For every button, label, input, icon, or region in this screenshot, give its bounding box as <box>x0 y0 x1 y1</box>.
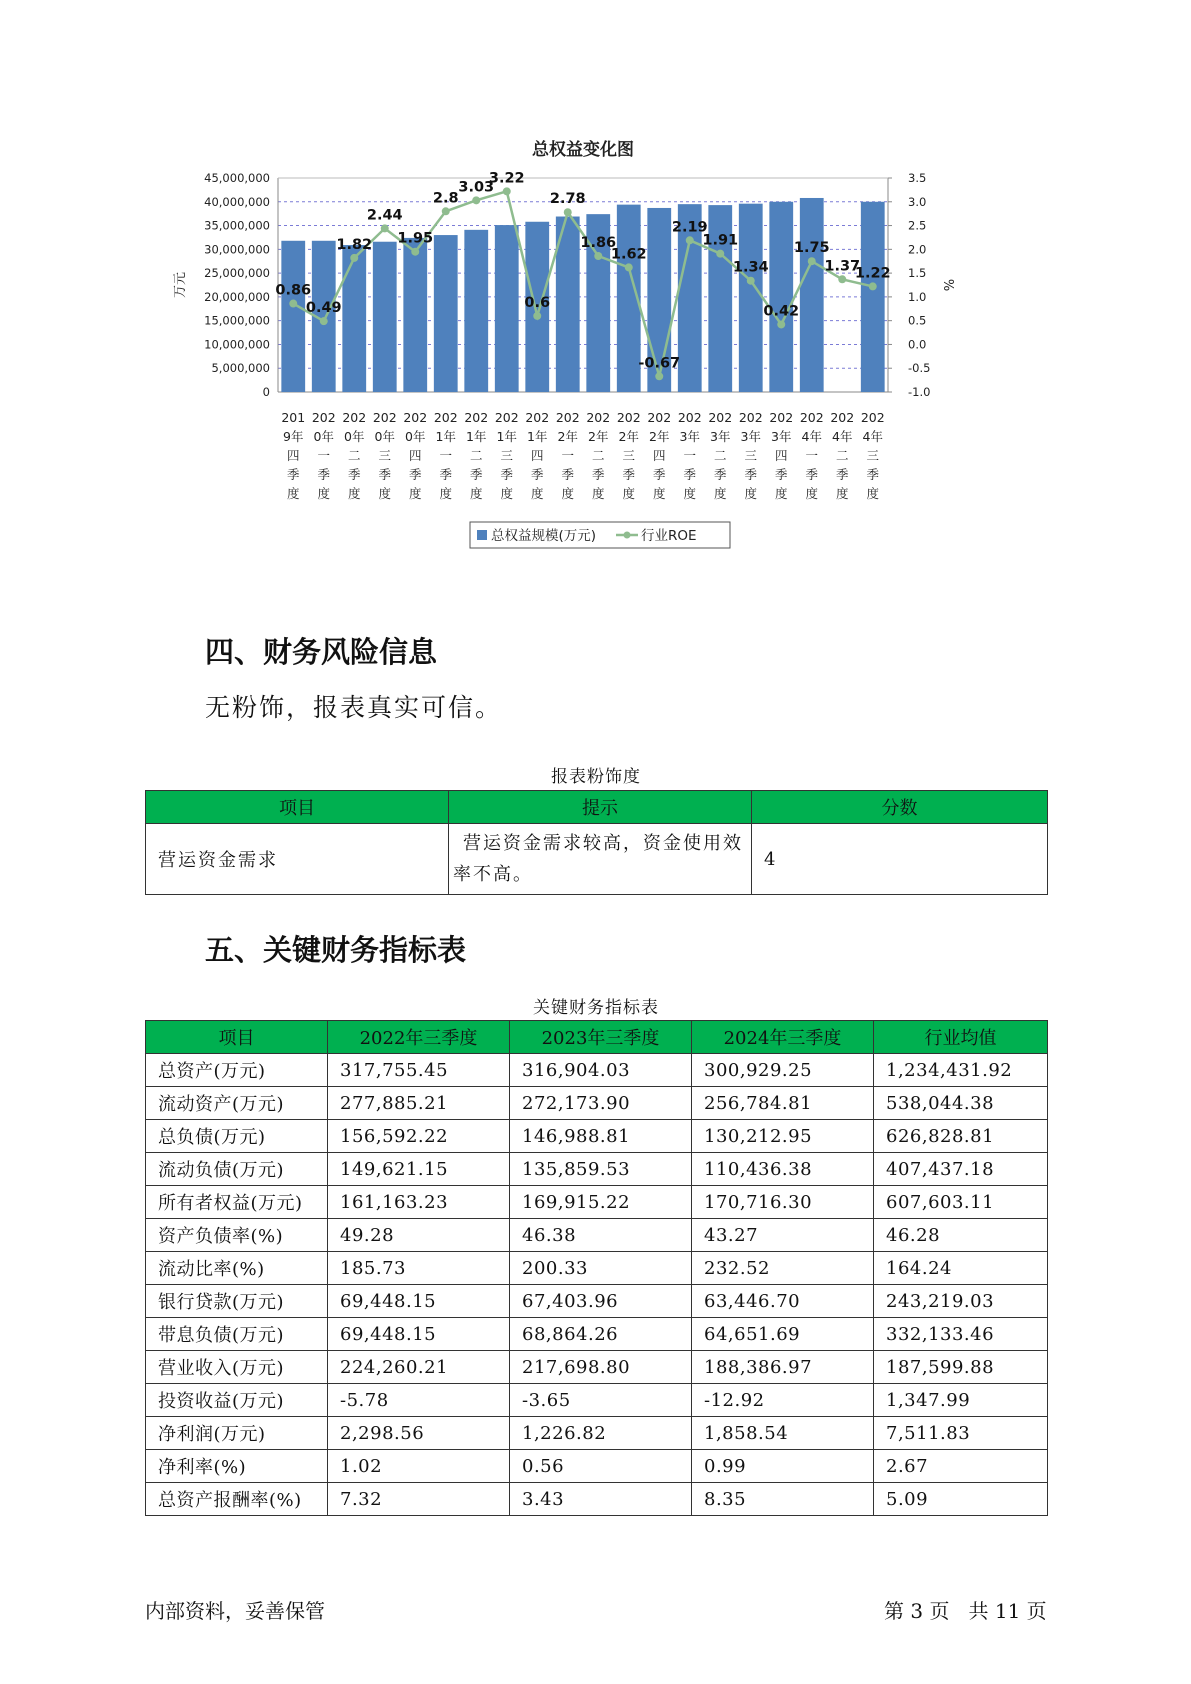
kpi-row-label: 总负债(万元) <box>146 1120 328 1153</box>
table-row <box>146 1450 1048 1483</box>
table-row <box>146 1153 1048 1186</box>
x-tick-label: 度 <box>835 486 849 501</box>
y-tick-label: 30,000,000 <box>204 242 270 257</box>
x-tick-label: 度 <box>774 486 788 501</box>
x-tick-label: 度 <box>439 486 453 501</box>
kpi-cell: 1,347.99 <box>874 1384 1048 1417</box>
x-tick-label: 4年 <box>832 429 853 444</box>
kpi-cell: 407,437.18 <box>874 1153 1048 1186</box>
y-tick-label: 35,000,000 <box>204 218 270 233</box>
y2-tick-label: 0.0 <box>908 337 927 352</box>
kpi-cell: -12.92 <box>692 1384 874 1417</box>
kpi-cell: 1,858.54 <box>692 1417 874 1450</box>
kpi-header-item: 项目 <box>146 1021 328 1054</box>
y-tick-label: 5,000,000 <box>211 361 270 376</box>
roe-point <box>442 207 450 215</box>
bar <box>495 225 519 392</box>
x-tick-label: 202 <box>464 410 489 425</box>
x-tick-label: 季 <box>774 467 788 482</box>
roe-point <box>533 312 541 320</box>
kpi-cell: 46.28 <box>874 1219 1048 1252</box>
x-tick-label: 季 <box>561 467 575 482</box>
y2-tick-label: 2.0 <box>908 242 927 257</box>
x-tick-label: 2年 <box>649 429 670 444</box>
kpi-row-label: 流动负债(万元) <box>146 1153 328 1186</box>
roe-point <box>472 196 480 204</box>
roe-point <box>625 263 633 271</box>
kpi-cell: 7,511.83 <box>874 1417 1048 1450</box>
x-tick-label: 1年 <box>435 429 456 444</box>
kpi-cell: 170,716.30 <box>692 1186 874 1219</box>
kpi-cell: 49.28 <box>328 1219 510 1252</box>
x-tick-label: 三 <box>378 448 392 463</box>
kpi-table-caption: 关键财务指标表 <box>533 998 659 1018</box>
x-tick-label: 2年 <box>588 429 609 444</box>
x-tick-label: 度 <box>652 486 666 501</box>
roe-data-label: 2.44 <box>366 207 403 224</box>
kpi-row-label: 流动比率(%) <box>146 1252 328 1285</box>
roe-point <box>716 250 724 258</box>
kpi-header-industry: 行业均值 <box>874 1021 1048 1054</box>
x-tick-label: 季 <box>500 467 514 482</box>
kpi-row-label: 净利率(%) <box>146 1450 328 1483</box>
risk-item: 营运资金需求 <box>146 824 449 895</box>
x-tick-label: 度 <box>805 486 819 501</box>
bar <box>373 242 397 392</box>
x-tick-label: 季 <box>408 467 422 482</box>
y-tick-label: 20,000,000 <box>204 289 270 304</box>
roe-data-label: 1.37 <box>824 258 861 275</box>
x-tick-label: 三 <box>622 448 636 463</box>
x-tick-label: 季 <box>317 467 331 482</box>
x-tick-label: 度 <box>500 486 514 501</box>
legend-line-marker <box>624 532 631 539</box>
x-tick-label: 202 <box>372 410 397 425</box>
kpi-row-label: 总资产(万元) <box>146 1054 328 1087</box>
y-tick-label: 10,000,000 <box>204 337 270 352</box>
risk-header-score: 分数 <box>752 791 1048 824</box>
x-tick-label: 202 <box>647 410 672 425</box>
footer-left: 内部资料，妥善保管 <box>145 1599 325 1623</box>
kpi-cell: 67,403.96 <box>510 1285 692 1318</box>
x-tick-label: 一 <box>805 448 819 463</box>
roe-data-label: -0.67 <box>638 355 681 372</box>
x-tick-label: 四 <box>774 448 788 463</box>
x-tick-label: 度 <box>378 486 392 501</box>
roe-data-label: 3.22 <box>488 170 525 187</box>
x-tick-label: 度 <box>744 486 758 501</box>
kpi-cell: 243,219.03 <box>874 1285 1048 1318</box>
roe-point <box>686 236 694 244</box>
kpi-cell: 8.35 <box>692 1483 874 1516</box>
x-tick-label: 度 <box>408 486 422 501</box>
x-tick-label: 度 <box>713 486 727 501</box>
kpi-cell: 3.43 <box>510 1483 692 1516</box>
x-tick-label: 202 <box>342 410 367 425</box>
x-tick-label: 季 <box>866 467 880 482</box>
roe-data-label: 1.34 <box>732 259 769 276</box>
x-tick-label: 度 <box>317 486 331 501</box>
kpi-row-label: 总资产报酬率(%) <box>146 1483 328 1516</box>
x-tick-label: 202 <box>677 410 702 425</box>
x-tick-label: 四 <box>530 448 544 463</box>
table-row <box>146 1120 1048 1153</box>
kpi-row-label: 带息负债(万元) <box>146 1318 328 1351</box>
roe-data-label: 2.8 <box>432 190 459 207</box>
x-tick-label: 202 <box>769 410 794 425</box>
kpi-cell: 187,599.88 <box>874 1351 1048 1384</box>
y-tick-label: 15,000,000 <box>204 313 270 328</box>
x-tick-label: 二 <box>469 448 483 463</box>
kpi-row-label: 银行贷款(万元) <box>146 1285 328 1318</box>
roe-point <box>869 282 877 290</box>
table-row <box>146 1285 1048 1318</box>
kpi-cell: 626,828.81 <box>874 1120 1048 1153</box>
roe-data-label: 1.75 <box>793 240 830 257</box>
x-tick-label: 2年 <box>618 429 639 444</box>
kpi-row-label: 所有者权益(万元) <box>146 1186 328 1219</box>
x-tick-label: 202 <box>708 410 733 425</box>
y2-tick-label: -1.0 <box>908 385 931 399</box>
kpi-cell: 5.09 <box>874 1483 1048 1516</box>
y-axis-label: 万元 <box>173 271 188 299</box>
roe-data-label: 0.42 <box>763 303 800 320</box>
roe-point <box>777 320 785 328</box>
roe-point <box>655 372 663 380</box>
x-tick-label: 9年 <box>283 429 304 444</box>
x-tick-label: 一 <box>683 448 697 463</box>
x-tick-label: 202 <box>586 410 611 425</box>
kpi-cell: 200.33 <box>510 1252 692 1285</box>
table-row <box>146 1252 1048 1285</box>
table-row <box>146 1384 1048 1417</box>
kpi-cell: 149,621.15 <box>328 1153 510 1186</box>
x-tick-label: 202 <box>433 410 458 425</box>
kpi-header-2023: 2023年三季度 <box>510 1021 692 1054</box>
risk-table-caption: 报表粉饰度 <box>551 767 641 787</box>
roe-data-label: 2.78 <box>549 191 586 208</box>
kpi-cell: 130,212.95 <box>692 1120 874 1153</box>
x-tick-label: 季 <box>469 467 483 482</box>
kpi-cell: 43.27 <box>692 1219 874 1252</box>
risk-score: 4 <box>752 824 1048 895</box>
kpi-header-2022: 2022年三季度 <box>328 1021 510 1054</box>
bar <box>434 235 458 392</box>
kpi-cell: 256,784.81 <box>692 1087 874 1120</box>
kpi-cell: 232.52 <box>692 1252 874 1285</box>
equity-chart <box>170 140 1030 590</box>
x-tick-label: 202 <box>494 410 519 425</box>
x-tick-label: 三 <box>500 448 514 463</box>
kpi-table <box>145 1020 1048 1516</box>
x-tick-label: 202 <box>860 410 885 425</box>
kpi-row-label: 净利润(万元) <box>146 1417 328 1450</box>
x-tick-label: 季 <box>622 467 636 482</box>
roe-data-label: 0.49 <box>305 300 342 317</box>
kpi-cell: 188,386.97 <box>692 1351 874 1384</box>
roe-point <box>838 275 846 283</box>
kpi-table-body <box>146 1054 1048 1516</box>
kpi-cell: 332,133.46 <box>874 1318 1048 1351</box>
x-tick-label: 1年 <box>466 429 487 444</box>
x-tick-label: 0年 <box>405 429 426 444</box>
kpi-cell: 538,044.38 <box>874 1087 1048 1120</box>
roe-point <box>381 224 389 232</box>
table-row <box>146 1483 1048 1516</box>
x-tick-label: 0年 <box>313 429 334 444</box>
x-tick-label: 季 <box>530 467 544 482</box>
legend-line-label: 行业ROE <box>641 528 697 544</box>
roe-data-label: 1.95 <box>397 230 434 247</box>
bar <box>769 202 793 392</box>
roe-data-label: 1.22 <box>854 265 891 282</box>
x-tick-label: 度 <box>591 486 605 501</box>
roe-data-label: 1.86 <box>580 234 617 251</box>
kpi-cell: 277,885.21 <box>328 1087 510 1120</box>
kpi-cell: 64,651.69 <box>692 1318 874 1351</box>
roe-point <box>503 187 511 195</box>
roe-point <box>350 254 358 262</box>
x-tick-label: 一 <box>317 448 331 463</box>
x-tick-label: 三 <box>744 448 758 463</box>
x-tick-label: 季 <box>835 467 849 482</box>
x-tick-label: 202 <box>738 410 763 425</box>
roe-point <box>289 300 297 308</box>
kpi-cell: 224,260.21 <box>328 1351 510 1384</box>
kpi-row-label: 资产负债率(%) <box>146 1219 328 1252</box>
x-tick-label: 季 <box>805 467 819 482</box>
legend-bar-swatch <box>477 530 487 540</box>
x-tick-label: 季 <box>713 467 727 482</box>
x-tick-label: 3年 <box>679 429 700 444</box>
x-tick-label: 2年 <box>557 429 578 444</box>
section4-heading: 四、财务风险信息 <box>205 635 438 669</box>
kpi-header-2024: 2024年三季度 <box>692 1021 874 1054</box>
kpi-cell: 46.38 <box>510 1219 692 1252</box>
table-row <box>146 1054 1048 1087</box>
x-tick-label: 度 <box>683 486 697 501</box>
y-tick-label: 40,000,000 <box>204 194 270 209</box>
roe-data-label: 2.19 <box>671 219 708 236</box>
x-tick-label: 三 <box>866 448 880 463</box>
y-tick-label: 45,000,000 <box>204 171 270 185</box>
x-tick-label: 季 <box>591 467 605 482</box>
x-tick-label: 1年 <box>527 429 548 444</box>
kpi-cell: 69,448.15 <box>328 1318 510 1351</box>
x-tick-label: 度 <box>622 486 636 501</box>
kpi-cell: 317,755.45 <box>328 1054 510 1087</box>
kpi-cell: 169,915.22 <box>510 1186 692 1219</box>
kpi-row-label: 投资收益(万元) <box>146 1384 328 1417</box>
kpi-cell: 156,592.22 <box>328 1120 510 1153</box>
x-tick-label: 3年 <box>710 429 731 444</box>
table-row <box>146 1417 1048 1450</box>
kpi-cell: 300,929.25 <box>692 1054 874 1087</box>
kpi-cell: 135,859.53 <box>510 1153 692 1186</box>
kpi-cell: 68,864.26 <box>510 1318 692 1351</box>
kpi-cell: 0.99 <box>692 1450 874 1483</box>
x-tick-label: 4年 <box>801 429 822 444</box>
bar <box>739 204 763 392</box>
kpi-cell: 185.73 <box>328 1252 510 1285</box>
kpi-cell: 7.32 <box>328 1483 510 1516</box>
x-tick-label: 202 <box>525 410 550 425</box>
table-row <box>146 1087 1048 1120</box>
y2-tick-label: 2.5 <box>908 218 927 233</box>
bar <box>800 198 824 392</box>
x-tick-label: 一 <box>439 448 453 463</box>
x-tick-label: 二 <box>835 448 849 463</box>
bar <box>403 238 427 392</box>
x-tick-label: 度 <box>347 486 361 501</box>
risk-header-hint: 提示 <box>449 791 752 824</box>
kpi-cell: 2.67 <box>874 1450 1048 1483</box>
kpi-row-label: 流动资产(万元) <box>146 1087 328 1120</box>
kpi-cell: -5.78 <box>328 1384 510 1417</box>
kpi-cell: 1.02 <box>328 1450 510 1483</box>
x-tick-label: 202 <box>616 410 641 425</box>
y2-tick-label: 1.5 <box>908 266 927 281</box>
kpi-cell: 2,298.56 <box>328 1417 510 1450</box>
roe-point <box>564 208 572 216</box>
roe-data-label: 0.86 <box>275 282 312 299</box>
bar <box>342 245 366 392</box>
x-tick-label: 二 <box>347 448 361 463</box>
x-tick-label: 季 <box>683 467 697 482</box>
x-tick-label: 0年 <box>344 429 365 444</box>
risk-hint: 营运资金需求较高，资金使用效率不高。 <box>449 824 752 895</box>
table-row <box>146 1318 1048 1351</box>
x-tick-label: 度 <box>286 486 300 501</box>
roe-data-label: 3.03 <box>458 179 495 196</box>
kpi-cell: 69,448.15 <box>328 1285 510 1318</box>
x-tick-label: 季 <box>744 467 758 482</box>
x-tick-label: 季 <box>439 467 453 482</box>
kpi-cell: -3.65 <box>510 1384 692 1417</box>
x-tick-label: 1年 <box>496 429 517 444</box>
x-tick-label: 四 <box>652 448 666 463</box>
x-tick-label: 一 <box>561 448 575 463</box>
x-tick-label: 季 <box>652 467 666 482</box>
risk-header-item: 项目 <box>146 791 449 824</box>
roe-data-label: 1.82 <box>336 236 373 253</box>
risk-table <box>145 790 1048 895</box>
y-tick-label: 0 <box>262 385 270 399</box>
y2-tick-label: -0.5 <box>908 361 931 376</box>
x-tick-label: 四 <box>408 448 422 463</box>
roe-data-label: 1.62 <box>610 246 647 263</box>
kpi-cell: 1,226.82 <box>510 1417 692 1450</box>
kpi-cell: 272,173.90 <box>510 1087 692 1120</box>
kpi-cell: 1,234,431.92 <box>874 1054 1048 1087</box>
chart-title: 总权益变化图 <box>532 140 634 160</box>
x-tick-label: 0年 <box>374 429 395 444</box>
y2-tick-label: 3.5 <box>908 171 927 185</box>
roe-data-label: 0.6 <box>524 294 551 311</box>
bar <box>861 202 885 392</box>
kpi-cell: 0.56 <box>510 1450 692 1483</box>
kpi-row-label: 营业收入(万元) <box>146 1351 328 1384</box>
kpi-cell: 63,446.70 <box>692 1285 874 1318</box>
roe-data-label: 1.91 <box>702 232 739 249</box>
bar <box>464 230 488 392</box>
x-tick-label: 度 <box>561 486 575 501</box>
x-tick-label: 202 <box>830 410 855 425</box>
y2-axis-label: % <box>940 278 955 292</box>
equity-chart-svg <box>170 140 1030 590</box>
roe-point <box>808 257 816 265</box>
x-tick-label: 202 <box>403 410 428 425</box>
x-tick-label: 四 <box>286 448 300 463</box>
y2-tick-label: 0.5 <box>908 313 927 328</box>
y-tick-label: 25,000,000 <box>204 266 270 281</box>
x-tick-label: 度 <box>530 486 544 501</box>
x-tick-label: 4年 <box>862 429 883 444</box>
x-tick-label: 202 <box>311 410 336 425</box>
table-row <box>146 1219 1048 1252</box>
table-row <box>146 1351 1048 1384</box>
x-tick-label: 202 <box>799 410 824 425</box>
x-tick-label: 季 <box>378 467 392 482</box>
kpi-cell: 146,988.81 <box>510 1120 692 1153</box>
y2-tick-label: 3.0 <box>908 194 927 209</box>
x-tick-label: 202 <box>555 410 580 425</box>
x-tick-label: 季 <box>347 467 361 482</box>
legend-bar-label: 总权益规模(万元) <box>491 528 597 544</box>
footer-page-info: 第 3 页 共 11 页 <box>884 1599 1047 1623</box>
roe-point <box>747 277 755 285</box>
kpi-cell: 161,163.23 <box>328 1186 510 1219</box>
x-tick-label: 二 <box>591 448 605 463</box>
section5-heading: 五、关键财务指标表 <box>205 933 467 967</box>
x-tick-label: 二 <box>713 448 727 463</box>
x-tick-label: 度 <box>469 486 483 501</box>
kpi-cell: 607,603.11 <box>874 1186 1048 1219</box>
x-tick-label: 季 <box>286 467 300 482</box>
roe-point <box>320 317 328 325</box>
x-tick-label: 201 <box>281 410 306 425</box>
kpi-cell: 164.24 <box>874 1252 1048 1285</box>
x-tick-label: 3年 <box>771 429 792 444</box>
bar <box>281 241 305 392</box>
y2-tick-label: 1.0 <box>908 289 927 304</box>
x-tick-label: 度 <box>866 486 880 501</box>
kpi-cell: 316,904.03 <box>510 1054 692 1087</box>
roe-point <box>411 248 419 256</box>
table-row <box>146 1186 1048 1219</box>
kpi-cell: 217,698.80 <box>510 1351 692 1384</box>
section4-text: 无粉饰，报表真实可信。 <box>205 693 503 722</box>
x-tick-label: 3年 <box>740 429 761 444</box>
kpi-cell: 110,436.38 <box>692 1153 874 1186</box>
roe-point <box>594 252 602 260</box>
